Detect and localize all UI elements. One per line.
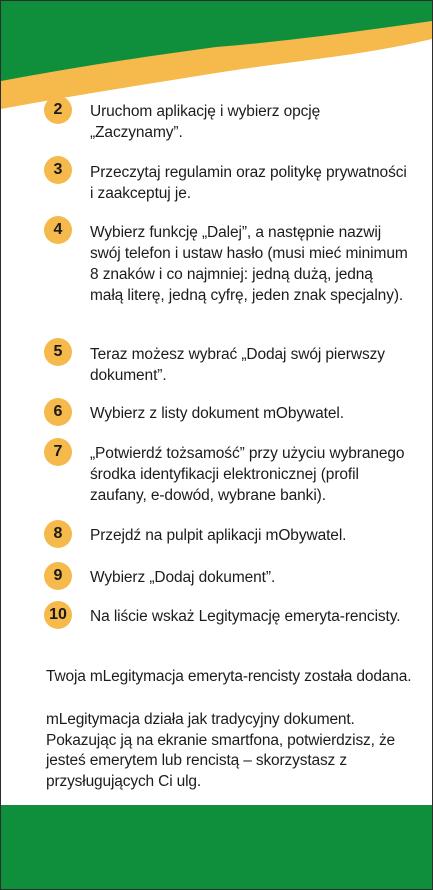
step-text: „Potwierdź tożsamość” przy użyciu wybranego środka identyfikacji elektronicznej (profil zaufany, e-dowód, wybrane banki). bbox=[90, 445, 405, 504]
step-number-badge: 10 bbox=[44, 601, 72, 629]
step-text: Przeczytaj regulamin oraz politykę prywatności i zaakceptuj je. bbox=[90, 164, 407, 202]
step-text: Teraz możesz wybrać „Dodaj swój pierwszy dokument”. bbox=[90, 346, 385, 384]
step-text: Uruchom aplikację i wybierz opcję „Zaczynamy”. bbox=[90, 103, 321, 141]
step-text: Wybierz funkcję „Dalej”, a następnie nazwij swój telefon i ustaw hasło (musi mieć minimum 8 znaków i co najmniej: jedną dużą, jedną małą literę, jedną cyfrę, jeden znak specjalny). bbox=[90, 224, 408, 304]
step-number-badge: 4 bbox=[44, 216, 72, 244]
step-number-badge: 5 bbox=[44, 338, 72, 366]
info-text: mLegitymacja działa jak tradycyjny dokument. Pokazując ją na ekranie smartfona, potwierdzisz, że jesteś emerytem lub rencistą – skorzystasz z przysługujących Ci ulg. bbox=[46, 711, 396, 790]
step-text: Wybierz z listy dokument mObywatel. bbox=[90, 405, 344, 422]
bottom-green-band bbox=[1, 805, 432, 890]
step-text: Wybierz „Dodaj dokument”. bbox=[90, 569, 276, 586]
top-decorative-wave bbox=[1, 1, 432, 111]
step-text: Na liście wskaż Legitymację emeryta-rencisty. bbox=[90, 608, 401, 625]
step-number-badge: 6 bbox=[44, 398, 72, 426]
step-number-badge: 7 bbox=[44, 438, 72, 466]
step-number-badge: 8 bbox=[44, 520, 72, 548]
step-text: Przejdź na pulpit aplikacji mObywatel. bbox=[90, 527, 347, 544]
confirmation-text: Twoja mLegitymacja emeryta-rencisty została dodana. bbox=[46, 668, 412, 685]
step-number-badge: 2 bbox=[44, 96, 72, 124]
step-number-badge: 3 bbox=[44, 156, 72, 184]
step-number-badge: 9 bbox=[44, 562, 72, 590]
